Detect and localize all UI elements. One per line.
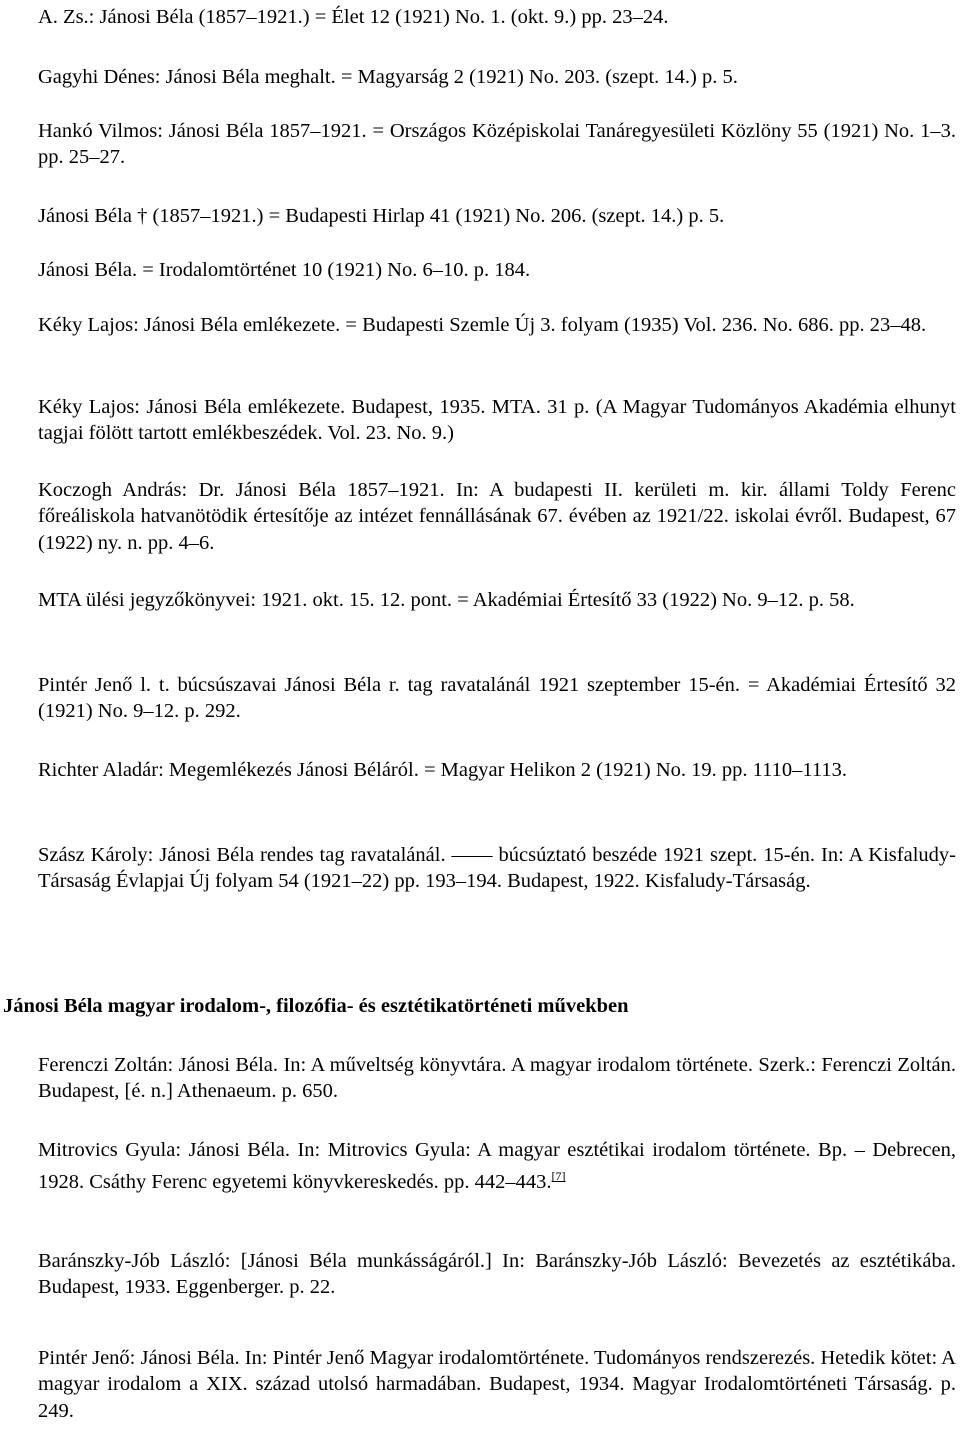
bib-entry: Jánosi Béla. = Irodalomtörténet 10 (1921) No. 6–10. p. 184. xyxy=(38,259,531,281)
section-heading: Jánosi Béla magyar irodalom-, filozófia- és esztétikatörténeti művekben xyxy=(3,995,629,1017)
bib-entry: Ferenczi Zoltán: Jánosi Béla. In: A műveltség könyvtára. A magyar irodalom története. Szerk.: Ferenczi Zoltán. Budapest, [é. n.] Athenaeum. p. 650. xyxy=(38,1054,956,1103)
bib-entry: A. Zs.: Jánosi Béla (1857–1921.) = Élet 12 (1921) No. 1. (okt. 9.) pp. 23–24. xyxy=(38,6,669,28)
bib-entry: Baránszky-Jób László: [Jánosi Béla munkásságáról.] In: Baránszky-Jób László: Bevezetés az esztétikába. Budapest, 1933. Eggenberger. p. 22. xyxy=(38,1250,956,1299)
bib-entry: Pintér Jenő: Jánosi Béla. In: Pintér Jenő Magyar irodalomtörténete. Tudományos rendszerezés. Hetedik kötet: A magyar irodalom a XIX. század utolsó harmadában. Budapest, 1934. Magyar Irodalomtörténeti Társaság. p. 249. xyxy=(38,1347,956,1422)
bib-entry xyxy=(38,1137,956,1196)
bib-entry: MTA ülési jegyzőkönyvei: 1921. okt. 15. 12. pont. = Akadémiai Értesítő 33 (1922) No. 9–12. p. 58. xyxy=(38,589,855,611)
bib-entry: Gagyhi Dénes: Jánosi Béla meghalt. = Magyarság 2 (1921) No. 203. (szept. 14.) p. 5. xyxy=(38,66,738,88)
bib-entry: Hankó Vilmos: Jánosi Béla 1857–1921. = Országos Középiskolai Tanáregyesületi Közlöny 55 (1921) No. 1–3. pp. 25–27. xyxy=(38,120,956,169)
bib-entry: Richter Aladár: Megemlékezés Jánosi Béláról. = Magyar Helikon 2 (1921) No. 19. pp. 1110–1113. xyxy=(38,759,847,781)
bib-entry: Szász Károly: Jánosi Béla rendes tag ravatalánál. —— búcsúztató beszéde 1921 szept. 15-én. In: A Kisfaludy-Társaság Évlapjai Új folyam 54 (1921–22) pp. 193–194. Budapest, 1922. Kisfaludy-Társaság. xyxy=(38,844,956,893)
bib-entry: Kéky Lajos: Jánosi Béla emlékezete. = Budapesti Szemle Új 3. folyam (1935) Vol. 236. No. 686. pp. 23–48. xyxy=(38,314,927,336)
footnote-link[interactable]: [7] xyxy=(551,1169,566,1184)
bib-entry-text: Mitrovics Gyula: Jánosi Béla. In: Mitrovics Gyula: A magyar esztétikai irodalom története. Bp. – Debrecen, 1928. Csáthy Ferenc egyetemi könyvkereskedés. pp. 442–443. xyxy=(38,1139,956,1194)
bib-entry: Koczogh András: Dr. Jánosi Béla 1857–1921. In: A budapesti II. kerületi m. kir. állami Toldy Ferenc főreáliskola hatvanötödik értesítője az intézet fennállásának 67. évében az 1921/22. iskolai évről. Budapest, 67 (1922) ny. n. pp. 4–6. xyxy=(38,479,956,554)
bib-entry: Pintér Jenő l. t. búcsúszavai Jánosi Béla r. tag ravatalánál 1921 szeptember 15-én. = Akadémiai Értesítő 32 (1921) No. 9–12. p. 292. xyxy=(38,674,956,723)
bib-entry: Jánosi Béla † (1857–1921.) = Budapesti Hirlap 41 (1921) No. 206. (szept. 14.) p. 5. xyxy=(38,205,725,227)
bib-entry: Kéky Lajos: Jánosi Béla emlékezete. Budapest, 1935. MTA. 31 p. (A Magyar Tudományos Akadémia elhunyt tagjai fölött tartott emlékbeszédek. Vol. 23. No. 9.) xyxy=(38,396,956,445)
